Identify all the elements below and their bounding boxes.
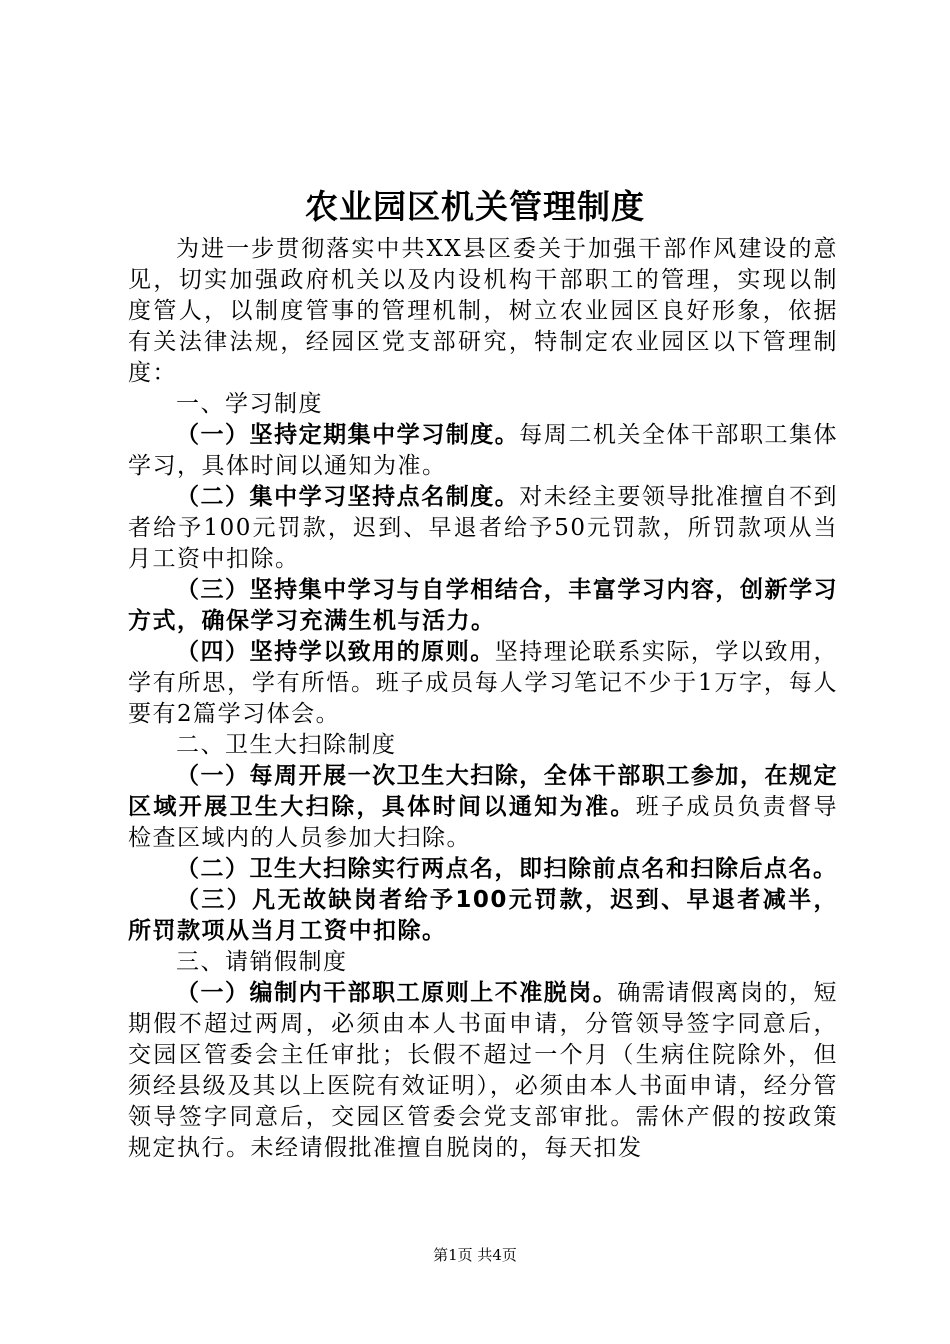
intro-paragraph: 为进一步贯彻落实中共XX县区委关于加强干部作风建设的意见，切实加强政府机关以及内设机构干部职工的管理，实现以制度管人，以制度管事的管理机制，树立农业园区良好形象，依据有关法律法规，经园区党支部研究，特制定农业园区以下管理制度：: [128, 236, 838, 386]
paragraph-lead: （一）编制内干部职工原则上不准脱岗。: [176, 980, 618, 1006]
paragraph-lead: （一）每周开展一次卫生大扫除，全体干部职工参加，在规定区域开展卫生大扫除，具体时间以通知为准。: [128, 763, 838, 820]
paragraph: [128, 575, 838, 637]
section-heading: 二、卫生大扫除制度: [176, 732, 397, 758]
paragraph: [128, 885, 838, 947]
document-title: 农业园区机关管理制度: [305, 187, 645, 226]
page-number-footer: 第1页 共4页: [433, 1246, 517, 1264]
paragraph-text: 坚持理论联系实际，学以致用，学有所思，学有所悟。班子成员每人学习笔记不少于1万字，每人要有2篇学习体会。: [128, 639, 839, 727]
paragraph-lead: （三）坚持集中学习与自学相结合，丰富学习内容，创新学习方式，确保学习充满生机与活力。: [128, 577, 838, 634]
paragraph-lead: （二）卫生大扫除实行两点名，即扫除前点名和扫除后点名。: [176, 856, 838, 882]
paragraph-lead: （一）坚持定期集中学习制度。: [176, 422, 520, 448]
paragraph-lead: （二）集中学习坚持点名制度。: [176, 484, 520, 510]
paragraph-text: 对未经主要领导批准擅自不到者给予100元罚款，迟到、早退者给予50元罚款，所罚款项从当月工资中扣除。: [128, 484, 839, 572]
paragraph-lead: （三）凡无故缺岗者给予100元罚款，迟到、早退者减半，所罚款项从当月工资中扣除。: [128, 887, 838, 944]
paragraph-text: 确需请假离岗的，短期假不超过两周，必须由本人书面申请，分管领导签字同意后，交园区管委会主任审批；长假不超过一个月（生病住院除外，但须经县级及其以上医院有效证明），必须由本人书面申请，经分管领导签字同意后，交园区管委会党支部审批。需休产假的按政策规定执行。未经请假批准擅自脱岗的，每天扣发: [128, 980, 839, 1161]
paragraph: [128, 978, 838, 1164]
paragraph: [128, 854, 838, 885]
document-body: [128, 234, 838, 1164]
paragraph-text: 班子成员负责督导检查区域内的人员参加大扫除。: [128, 794, 839, 851]
paragraph-text: 每周二机关全体干部职工集体学习，具体时间以通知为准。: [128, 422, 839, 479]
paragraph: [128, 761, 838, 854]
paragraph: [128, 482, 838, 575]
paragraph: [128, 637, 838, 730]
section-heading: 一、学习制度: [176, 391, 323, 417]
section-heading: 三、请销假制度: [176, 949, 348, 975]
paragraph-lead: （四）坚持学以致用的原则。: [176, 639, 495, 665]
paragraph: [128, 420, 838, 482]
